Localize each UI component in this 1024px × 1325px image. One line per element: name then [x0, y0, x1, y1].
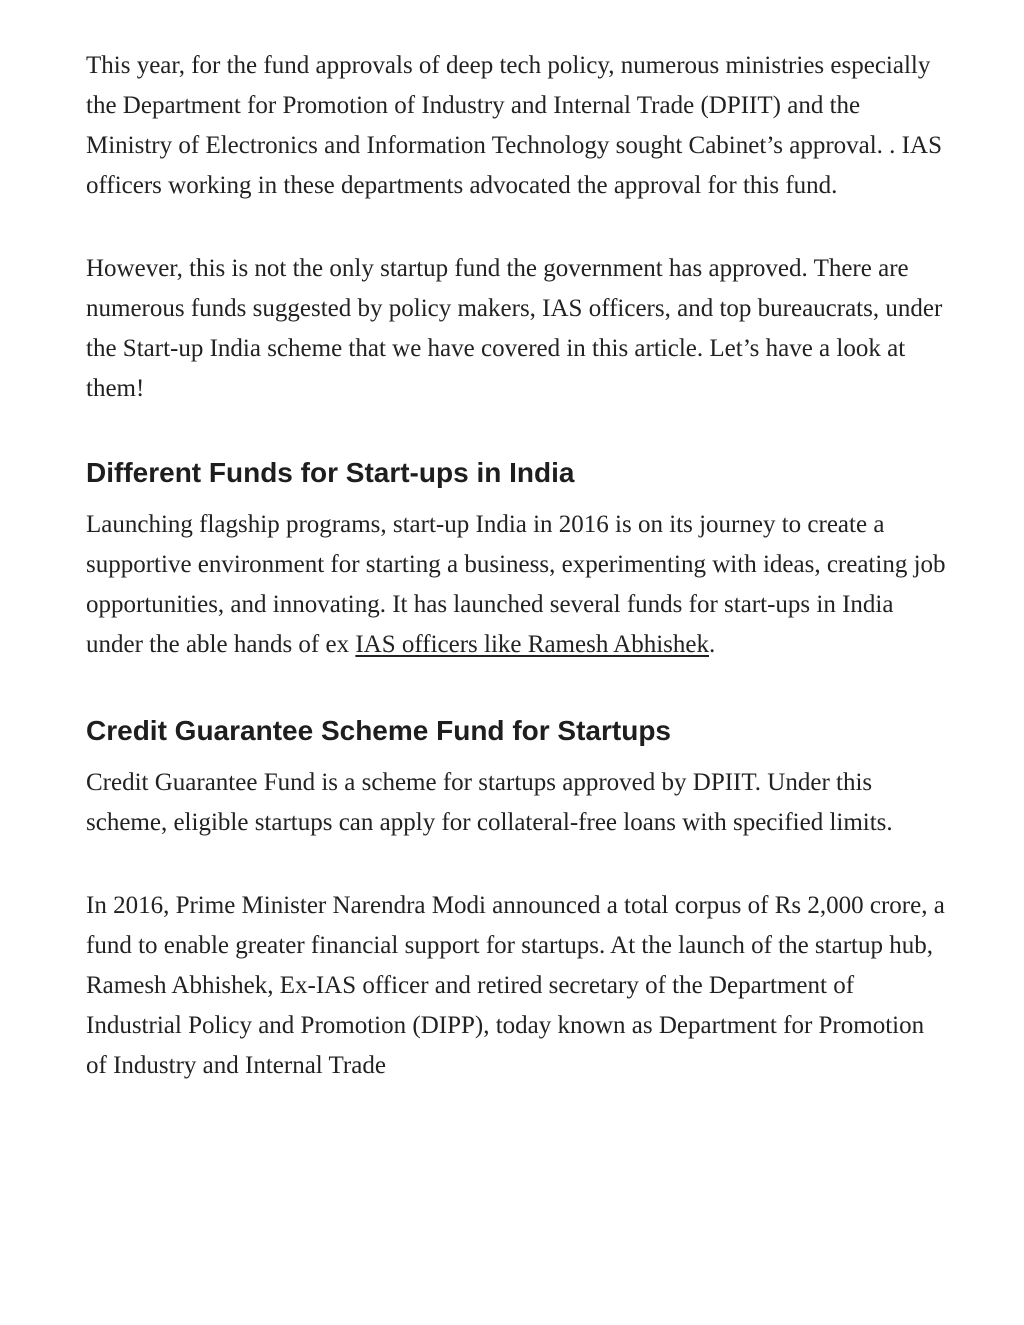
paragraph-startup-india-text: Launching flagship programs, start-up India in 2016 is on its journey to create a supportive environment for starting a business, experimenting with ideas, creating job opportunities, and innovating. It has launched several funds for start-ups in India under the able hands of ex — [86, 511, 946, 658]
paragraph-startup-india — [86, 505, 946, 665]
paragraph-other-funds: However, this is not the only startup fund the government has approved. There are numerous funds suggested by policy makers, IAS officers, and top bureaucrats, under the Start-up India scheme that we have covered in this article. Let’s have a look at them! — [86, 255, 943, 402]
ias-officers-link[interactable]: IAS officers like Ramesh Abhishek — [355, 631, 710, 658]
heading-different-funds: Different Funds for Start-ups in India — [86, 457, 575, 488]
heading-credit-guarantee: Credit Guarantee Scheme Fund for Startups — [86, 715, 671, 746]
paragraph-credit-guarantee: Credit Guarantee Fund is a scheme for startups approved by DPIIT. Under this scheme, eligible startups can apply for collateral-free loans with specified limits. — [86, 769, 893, 836]
paragraph-startup-india-period: . — [709, 631, 716, 658]
article-body — [86, 46, 946, 1086]
paragraph-corpus-announcement: In 2016, Prime Minister Narendra Modi announced a total corpus of Rs 2,000 crore, a fund to enable greater financial support for startups. At the launch of the startup hub, Ramesh Abhishek, Ex-IAS officer and retired secretary of the Department of Industrial Policy and Promotion (DIPP), today known as Department for Promotion of Industry and Internal Trade — [86, 892, 945, 1079]
paragraph-deep-tech-approval: This year, for the fund approvals of deep tech policy, numerous ministries especially the Department for Promotion of Industry and Internal Trade (DPIIT) and the Ministry of Electronics and Information Technology sought Cabinet’s approval. . IAS officers working in these departments advocated the approval for this fund. — [86, 52, 942, 199]
